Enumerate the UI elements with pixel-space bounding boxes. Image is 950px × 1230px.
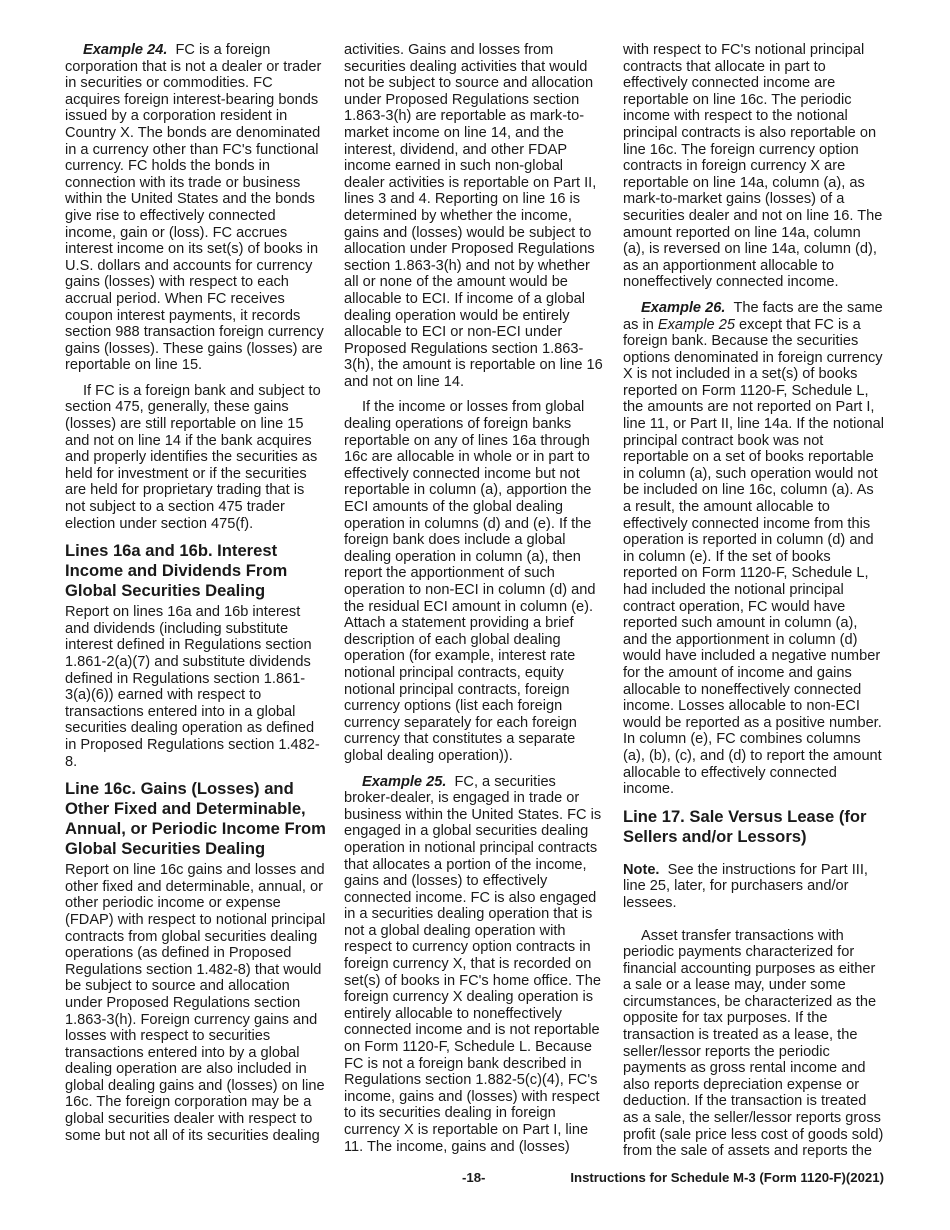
example-24-text: FC is a foreign corporation that is not a dealer or trader in securities or commodities. FC acquires foreign interest-bearing bonds issued by a corporation resident in Country X. The bonds are denominated in a currency other than FC's functional currency. FC holds the bonds in connection with its trade or business within the United States and the bonds give rise to effectively connected income, gain or (loss). FC accrues interest income on its set(s) of books in U.S. dollars and accounts for currency gains (losses) with respect to each accrual period. When FC receives coupon interest payments, it records section 988 transaction foreign currency gains (losses). These gains (losses) are reportable on line 15. <box>65 42 324 374</box>
example-25-paragraph <box>344 774 606 1156</box>
footer-title: Instructions for Schedule M-3 (Form 1120-F)(2021) <box>570 1170 884 1185</box>
example-26-post: except that FC is a foreign bank. Because the securities options denominated in foreign currency X is not included in a set(s) of books reported on Form 1120-F, Schedule L, the amounts are not reported on Part I, line 11, or Part II, line 14a. If the notional principal contract book was not reportable on a set of books reportable in column (a), such operation would not be included on line 16c, column (a). As a result, the amount allocable to effectively connected income from this operation is reported in column (d) and in column (e). If the set of books reported on Form 1120-F, Schedule L, had included the notional principal contract operation, FC would have reported such amount in column (a), and the apportionment in column (d) would have included a negative number for the amount of income and gains allocable to noneffectively connected income. Losses allocable to non-ECI would be reported as a positive number. In column (e), FC combines columns (a), (b), (c), and (d) to report the amount allocable to effectively connected income. <box>623 316 884 798</box>
heading-line-16c: Line 16c. Gains (Losses) and Other Fixed and Determinable, Annual, or Periodic Income From Global Securities Dealing <box>65 779 326 859</box>
paragraph-foreign-bank-475: If FC is a foreign bank and subject to section 475, generally, these gains (losses) are still reportable on line 15 and not on line 14 if the bank acquires and properly identifies the securities as held for investment or if the securities are held for proprietary trading that is not subject to a section 475 trader election under section 475(f). <box>65 382 321 532</box>
heading-line-17: Line 17. Sale Versus Lease (for Sellers and/or Lessors) <box>623 806 867 846</box>
paragraph-foreign-banks-apportion: If the income or losses from global dealing operations of foreign banks reportable on any of lines 16a through 16c are allocable in whole or in part to effectively connected income but not reportable in column (a), apportion the ECI amounts of the global dealing operation in columns (d) and (e). If the foreign bank does include a global dealing operation in column (a), then report the apportionment of such operation to non-ECI in column (d) and the residual ECI amount in column (e). Attach a statement providing a brief description of each global dealing operation (for example, interest rate notional principal contracts, equity notional principal contracts, foreign currency options (list each foreign currency separately for each foreign currency that constitutes a separate global dealing operation)). <box>344 399 596 764</box>
example-25-text: FC, a securities broker-dealer, is engaged in trade or business within the United States. FC is engaged in a global securities dealing operation in notional principal contracts that allocates a portion of the income, gains and (losses) to effectively connected income. FC is also engaged in a securities dealing operation that is not a global dealing operation with respect to currency option contracts in foreign currency X, that is recorded on set(s) of books in FC's home office. The foreign currency X dealing operation is entirely allocable to noneffectively connected income and is not reportable on Form 1120-F, Schedule L. Because FC is not a foreign bank described in Regulations section 1.882-5(c)(4), FC's income, gains and (losses) with respect to its securities dealing in foreign currency X is reportable on Part I, line 11. The income, gains and (losses) <box>344 773 602 1155</box>
example-24-paragraph <box>65 42 327 374</box>
page-number: -18- <box>462 1170 486 1185</box>
note-text: See the instructions for Part III, line 25, later, for purchasers and/or lessees. <box>623 861 868 911</box>
page-footer <box>0 1168 950 1188</box>
column-right <box>623 42 885 1160</box>
column-middle <box>344 42 606 1155</box>
heading-lines-16a-16b: Lines 16a and 16b. Interest Income and Dividends From Global Securities Dealing <box>65 541 288 601</box>
paragraph-dealing-activities: activities. Gains and losses from securities dealing activities that would not be subject to source and allocation under Proposed Regulations section 1.863-3(h) are reportable as mark-to-market income on line 14, and the interest, dividend, and other FDAP income earned in such non-global dealer activities is reportable on Part II, lines 3 and 4. Reporting on line 16 is determined by whether the income, gains and (losses) would be subject to allocation under Proposed Regulations section 1.863-3(h) and not by whether all or none of the amount would be allocable to ECI. If income of a global dealing operation would be entirely allocable to ECI or non-ECI under Proposed Regulations section 1.863-3(h), the amount is reportable on line 16 and not on line 14. <box>344 42 603 390</box>
example-26-paragraph <box>623 300 885 798</box>
example-26-pre: The facts are the same as in <box>623 299 883 333</box>
example-25-reference: Example 25 <box>657 316 735 333</box>
paragraph-line-16c: Report on line 16c gains and losses and other fixed and determinable, annual, or other periodic income or expense (FDAP) with respect to notional principal contracts from global securities dealing operations (as defined in Proposed Regulations section 1.482-8) that would be subject to source and allocation under Proposed Regulations section 1.863-3(h). Foreign currency gains and losses with respect to securities transactions entered into by a global dealing operation are also included in global dealing gains and (losses) on line 16c. The foreign corporation may be a global securities dealer with respect to some but not all of its securities dealing <box>65 862 326 1144</box>
column-left <box>65 42 327 1144</box>
paragraph-notional-principal: with respect to FC's notional principal contracts that allocate in part to effectively connected income are reportable on line 16c. The periodic income with respect to the notional principal contracts is also reportable on line 16c. The foreign currency option contracts in foreign currency X are reportable on line 14a, column (a), as mark-to-market gains (losses) of a securities dealer and not on line 16. The amount reported on line 14a, column (a), is reversed on line 14a, column (d), as an apportionment allocable to noneffectively connected income. <box>623 42 883 291</box>
example-26-label: Example 26. <box>641 299 726 316</box>
note-label: Note. <box>623 861 660 878</box>
paragraph-asset-transfer: Asset transfer transactions with periodic payments characterized for financial accounting purposes as either a sale or a lease may, under some circumstances, be characterized as the opposite for tax purposes. If the transaction is treated as a lease, the seller/lessor reports the periodic payments as gross rental income and also reports depreciation expense or deduction. If the transaction is treated as a sale, the seller/lessor reports gross profit (sale price less cost of goods sold) from the sale of assets and reports the <box>623 927 884 1160</box>
example-24-label: Example 24. <box>83 42 168 58</box>
note-paragraph <box>623 862 885 912</box>
paragraph-lines-16a-16b: Report on lines 16a and 16b interest and dividends (including substitute interest defined in Regulations section 1.861-2(a)(7) and substitute dividends defined in Regulations section 1.861-3(a)(6)) earned with respect to transactions entered into in a global securities dealing operation as defined in Proposed Regulations section 1.482-8. <box>65 604 320 770</box>
example-25-label: Example 25. <box>362 773 447 790</box>
